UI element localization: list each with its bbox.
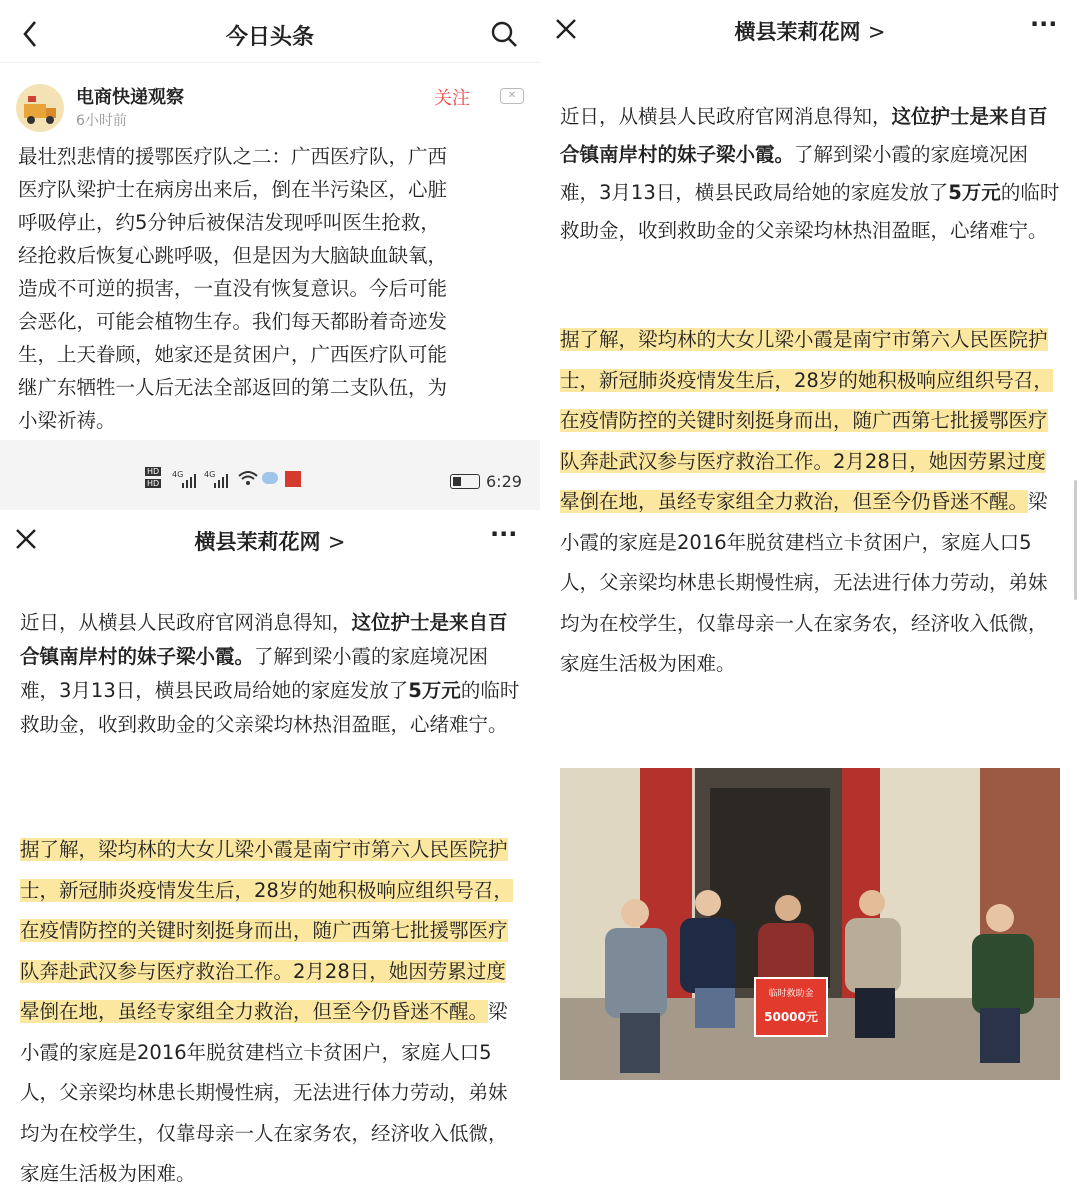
author-name[interactable]: 电商快递观察 bbox=[76, 87, 184, 108]
article-paragraph-1: 近日，从横县人民政府官网消息得知，这位护士是来自百合镇南岸村的妹子梁小霞。了解到梁小霞的家庭境况困难，3月13日，横县民政局给她的家庭发放了5万元的临时救助金，收到救助金的父亲梁均林热泪盈眶，心绪难宁。 bbox=[560, 105, 1060, 242]
dislike-icon[interactable]: ✕ bbox=[500, 88, 524, 104]
battery-icon bbox=[450, 474, 480, 489]
post-text-line: 呼吸停止，约5分钟后被保洁发现呼叫医生抢救， bbox=[18, 211, 440, 234]
article-paragraph-2: 据了解，梁均林的大女儿梁小霞是南宁市第六人民医院护士，新冠肺炎疫情发生后，28岁的她积极响应组织号召，在疫情防控的关键时刻挺身而出，随广西第七批援鄂医疗队奔赴武汉参与医疗救治工作。2月28日，她因劳累过度晕倒在地，虽经专家组全力救治，但至今仍昏迷不醒。梁小霞的家庭是2016年脱贫建档立卡贫困户，家庭人口5人，父亲梁均林患长期慢性病，无法进行体力劳动，弟妹均为在校学生，仅靠母亲一人在家务农，经济收入低微，家庭生活极为困难。 bbox=[20, 838, 513, 1185]
app-notification-icon bbox=[285, 471, 301, 487]
app-title: 今日头条 bbox=[225, 25, 314, 50]
post-text-line: 最壮烈悲情的援鄂医疗队之二：广西医疗队，广西 bbox=[18, 145, 448, 168]
app-header bbox=[0, 0, 540, 63]
more-icon[interactable]: ··· bbox=[1030, 10, 1058, 38]
article-header bbox=[0, 510, 540, 572]
post-text-line: 生，上天眷顾，她家还是贫困户，广西医疗队可能 bbox=[18, 343, 448, 366]
article-panel-left bbox=[0, 510, 540, 1185]
article-header bbox=[540, 0, 1080, 62]
svg-text:4G: 4G bbox=[172, 470, 184, 479]
svg-text:4G: 4G bbox=[204, 470, 216, 479]
author-avatar[interactable] bbox=[16, 84, 64, 132]
wifi-icon bbox=[238, 470, 258, 490]
network-icon: HD HD bbox=[147, 467, 160, 488]
post-text-line: 小梁祈祷。 bbox=[18, 409, 116, 432]
post-text-line: 医疗队梁护士在病房出来后，倒在半污染区，心脏 bbox=[18, 178, 448, 201]
post-text-line: 继广东牺牲一人后无法全部返回的第二支队伍，为 bbox=[18, 376, 448, 399]
signal-icon bbox=[172, 468, 234, 494]
status-time: 6:29 bbox=[486, 472, 522, 491]
post-text-line: 造成不可逆的损害，一直没有恢复意识。今后可能 bbox=[18, 277, 448, 300]
post-text-line: 会恶化，可能会植物生存。我们每天都盼着奇迹发 bbox=[18, 310, 448, 333]
scrollbar[interactable] bbox=[1074, 480, 1077, 600]
status-bar bbox=[0, 462, 540, 502]
post-text-line: 经抢救后恢复心跳呼吸，但是因为大脑缺血缺氧， bbox=[18, 244, 448, 267]
weather-icon bbox=[262, 472, 278, 484]
site-title[interactable]: 横县茉莉花网 > bbox=[194, 530, 346, 554]
site-title[interactable]: 横县茉莉花网 > bbox=[734, 20, 886, 44]
donation-sign-title: 临时救助金 bbox=[768, 989, 814, 999]
article-photo bbox=[560, 768, 1060, 1080]
follow-button[interactable]: 关注 bbox=[434, 88, 470, 109]
post-time: 6小时前 bbox=[76, 113, 127, 129]
article-paragraph-1: 近日，从横县人民政府官网消息得知，这位护士是来自百合镇南岸村的妹子梁小霞。了解到梁小霞的家庭境况困难，3月13日，横县民政局给她的家庭发放了5万元的临时救助金，收到救助金的父亲梁均林热泪盈眶，心绪难宁。 bbox=[20, 611, 520, 736]
article-paragraph-2: 据了解，梁均林的大女儿梁小霞是南宁市第六人民医院护士，新冠肺炎疫情发生后，28岁的她积极响应组织号召，在疫情防控的关键时刻挺身而出，随广西第七批援鄂医疗队奔赴武汉参与医疗救治工作。2月28日，她因劳累过度晕倒在地，虽经专家组全力救治，但至今仍昏迷不醒。梁小霞的家庭是2016年脱贫建档立卡贫困户，家庭人口5人，父亲梁均林患长期慢性病，无法进行体力劳动，弟妹均为在校学生，仅靠母亲一人在家务农，经济收入低微，家庭生活极为困难。 bbox=[560, 328, 1053, 675]
more-icon[interactable]: ··· bbox=[490, 520, 518, 548]
donation-sign-amount: 50000元 bbox=[764, 1010, 818, 1024]
toutiao-post-panel bbox=[0, 0, 540, 460]
search-icon[interactable] bbox=[490, 20, 518, 52]
post-text bbox=[18, 140, 533, 437]
